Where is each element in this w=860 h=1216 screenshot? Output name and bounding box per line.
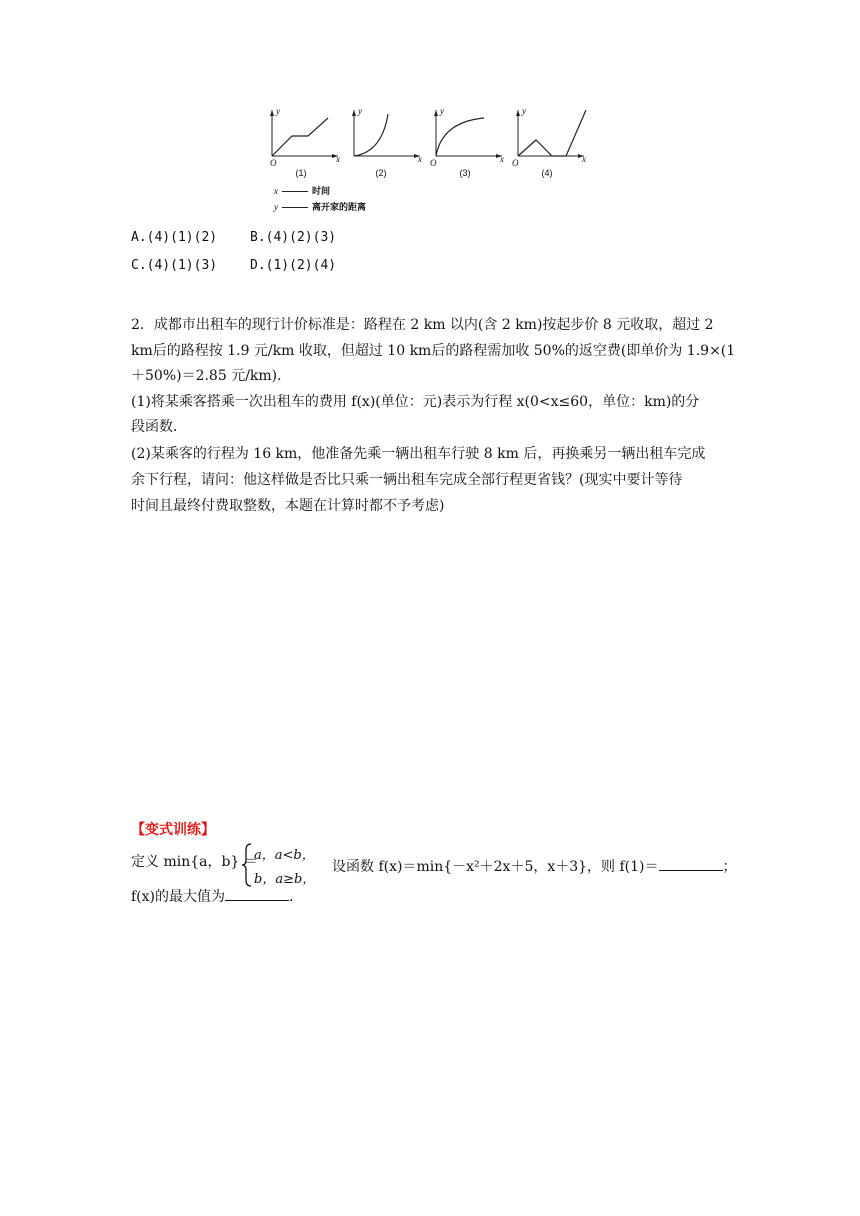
q2-line-5: 段函数． [131, 419, 187, 435]
graph-3 [428, 104, 510, 184]
option-a-label: A. [131, 230, 147, 245]
q2-line-2: km后的路程按 1.9 元/km 收取，但超过 10 km后的路程需加收 50%的返空费(即单价为 1.9×(1 [131, 343, 736, 359]
graph-1 [264, 104, 346, 184]
q2-line-7: 余下行程，请问：他这样做是否比只乘一辆出租车完成全部行程更省钱？(现实中要计等待 [131, 472, 683, 488]
legend-x-var: x [274, 186, 278, 196]
graph-2-caption: (2) [375, 168, 387, 178]
graph-3-y-letter: y [440, 106, 444, 116]
option-a-value: (4)(1)(2) [146, 230, 218, 245]
option-d-value: (1)(2)(4) [265, 258, 337, 273]
graph-1-caption: (1) [295, 168, 307, 178]
variant-middle-text [332, 856, 737, 877]
variant-heading: 【变式训练】 [131, 822, 215, 838]
graph-3-x-letter: x [500, 154, 504, 164]
answer-blank-1[interactable] [659, 856, 723, 871]
option-b-label: B. [250, 230, 266, 245]
variant-line2-prefix: f(x)的最大值为 [131, 889, 226, 905]
variant-line2-end: ． [289, 889, 304, 905]
graph-4-y-letter: y [522, 106, 526, 116]
graph-1-x-letter: x [336, 154, 340, 164]
variant-end-1: ； [722, 859, 737, 875]
option-b [250, 230, 336, 245]
graph-4 [510, 104, 592, 184]
option-c-label: C. [131, 258, 147, 273]
variant-define-prefix: 定义 min{a，b} ＝ [131, 854, 258, 870]
q2-line-8: 时间且最终付费取整数，本题在计算时都不予考虑) [131, 498, 445, 514]
graph-4-caption: (4) [541, 168, 553, 178]
graph-1-origin: O [270, 158, 277, 168]
piecewise-case-2: b，a≥b， [254, 872, 316, 887]
graph-3-caption: (3) [459, 168, 471, 178]
option-b-value: (4)(2)(3) [265, 230, 337, 245]
graph-4-x-letter: x [582, 154, 586, 164]
graph-2-x-letter: x [418, 154, 422, 164]
variant-middle: 设函数 f(x)＝min{－x²＋2x＋5，x＋3}，则 f(1)＝ [332, 859, 659, 875]
legend-y [274, 200, 366, 213]
graphs-figure [258, 104, 598, 216]
option-a [131, 230, 217, 245]
option-c [131, 258, 217, 273]
graph-3-origin: O [430, 158, 437, 168]
q2-line-3: ＋50%)＝2.85 元/km)． [131, 368, 292, 384]
q2-line-4: (1)将某乘客搭乘一次出租车的费用 f(x)(单位：元)表示为行程 x(0<x≤60，单位：km)的分 [131, 394, 700, 410]
piecewise-definition [241, 842, 321, 888]
brace-icon [241, 842, 253, 888]
option-d-label: D. [250, 258, 266, 273]
graph-1-y-letter: y [276, 106, 280, 116]
legend-x [274, 184, 330, 197]
legend-y-text: 离开家的距离 [312, 202, 367, 212]
legend-y-var: y [274, 202, 278, 212]
variant-line-2 [131, 886, 303, 907]
option-c-value: (4)(1)(3) [146, 258, 218, 273]
graph-2 [346, 104, 428, 184]
option-d [250, 258, 336, 273]
piecewise-case-1: a，a<b， [254, 848, 315, 863]
q2-line-6: (2)某乘客的行程为 16 km，他准备先乘一辆出租车行驶 8 km 后，再换乘另一辆出租车完成 [131, 446, 706, 462]
variant-line-1 [131, 852, 258, 872]
graph-4-origin: O [512, 158, 519, 168]
legend-x-text: 时间 [312, 186, 331, 196]
graph-2-y-letter: y [358, 106, 362, 116]
q2-line-1: 2．成都市出租车的现行计价标准是：路程在 2 km 以内(含 2 km)按起步价 8 元收取，超过 2 [131, 317, 714, 333]
answer-blank-2[interactable] [225, 886, 289, 901]
